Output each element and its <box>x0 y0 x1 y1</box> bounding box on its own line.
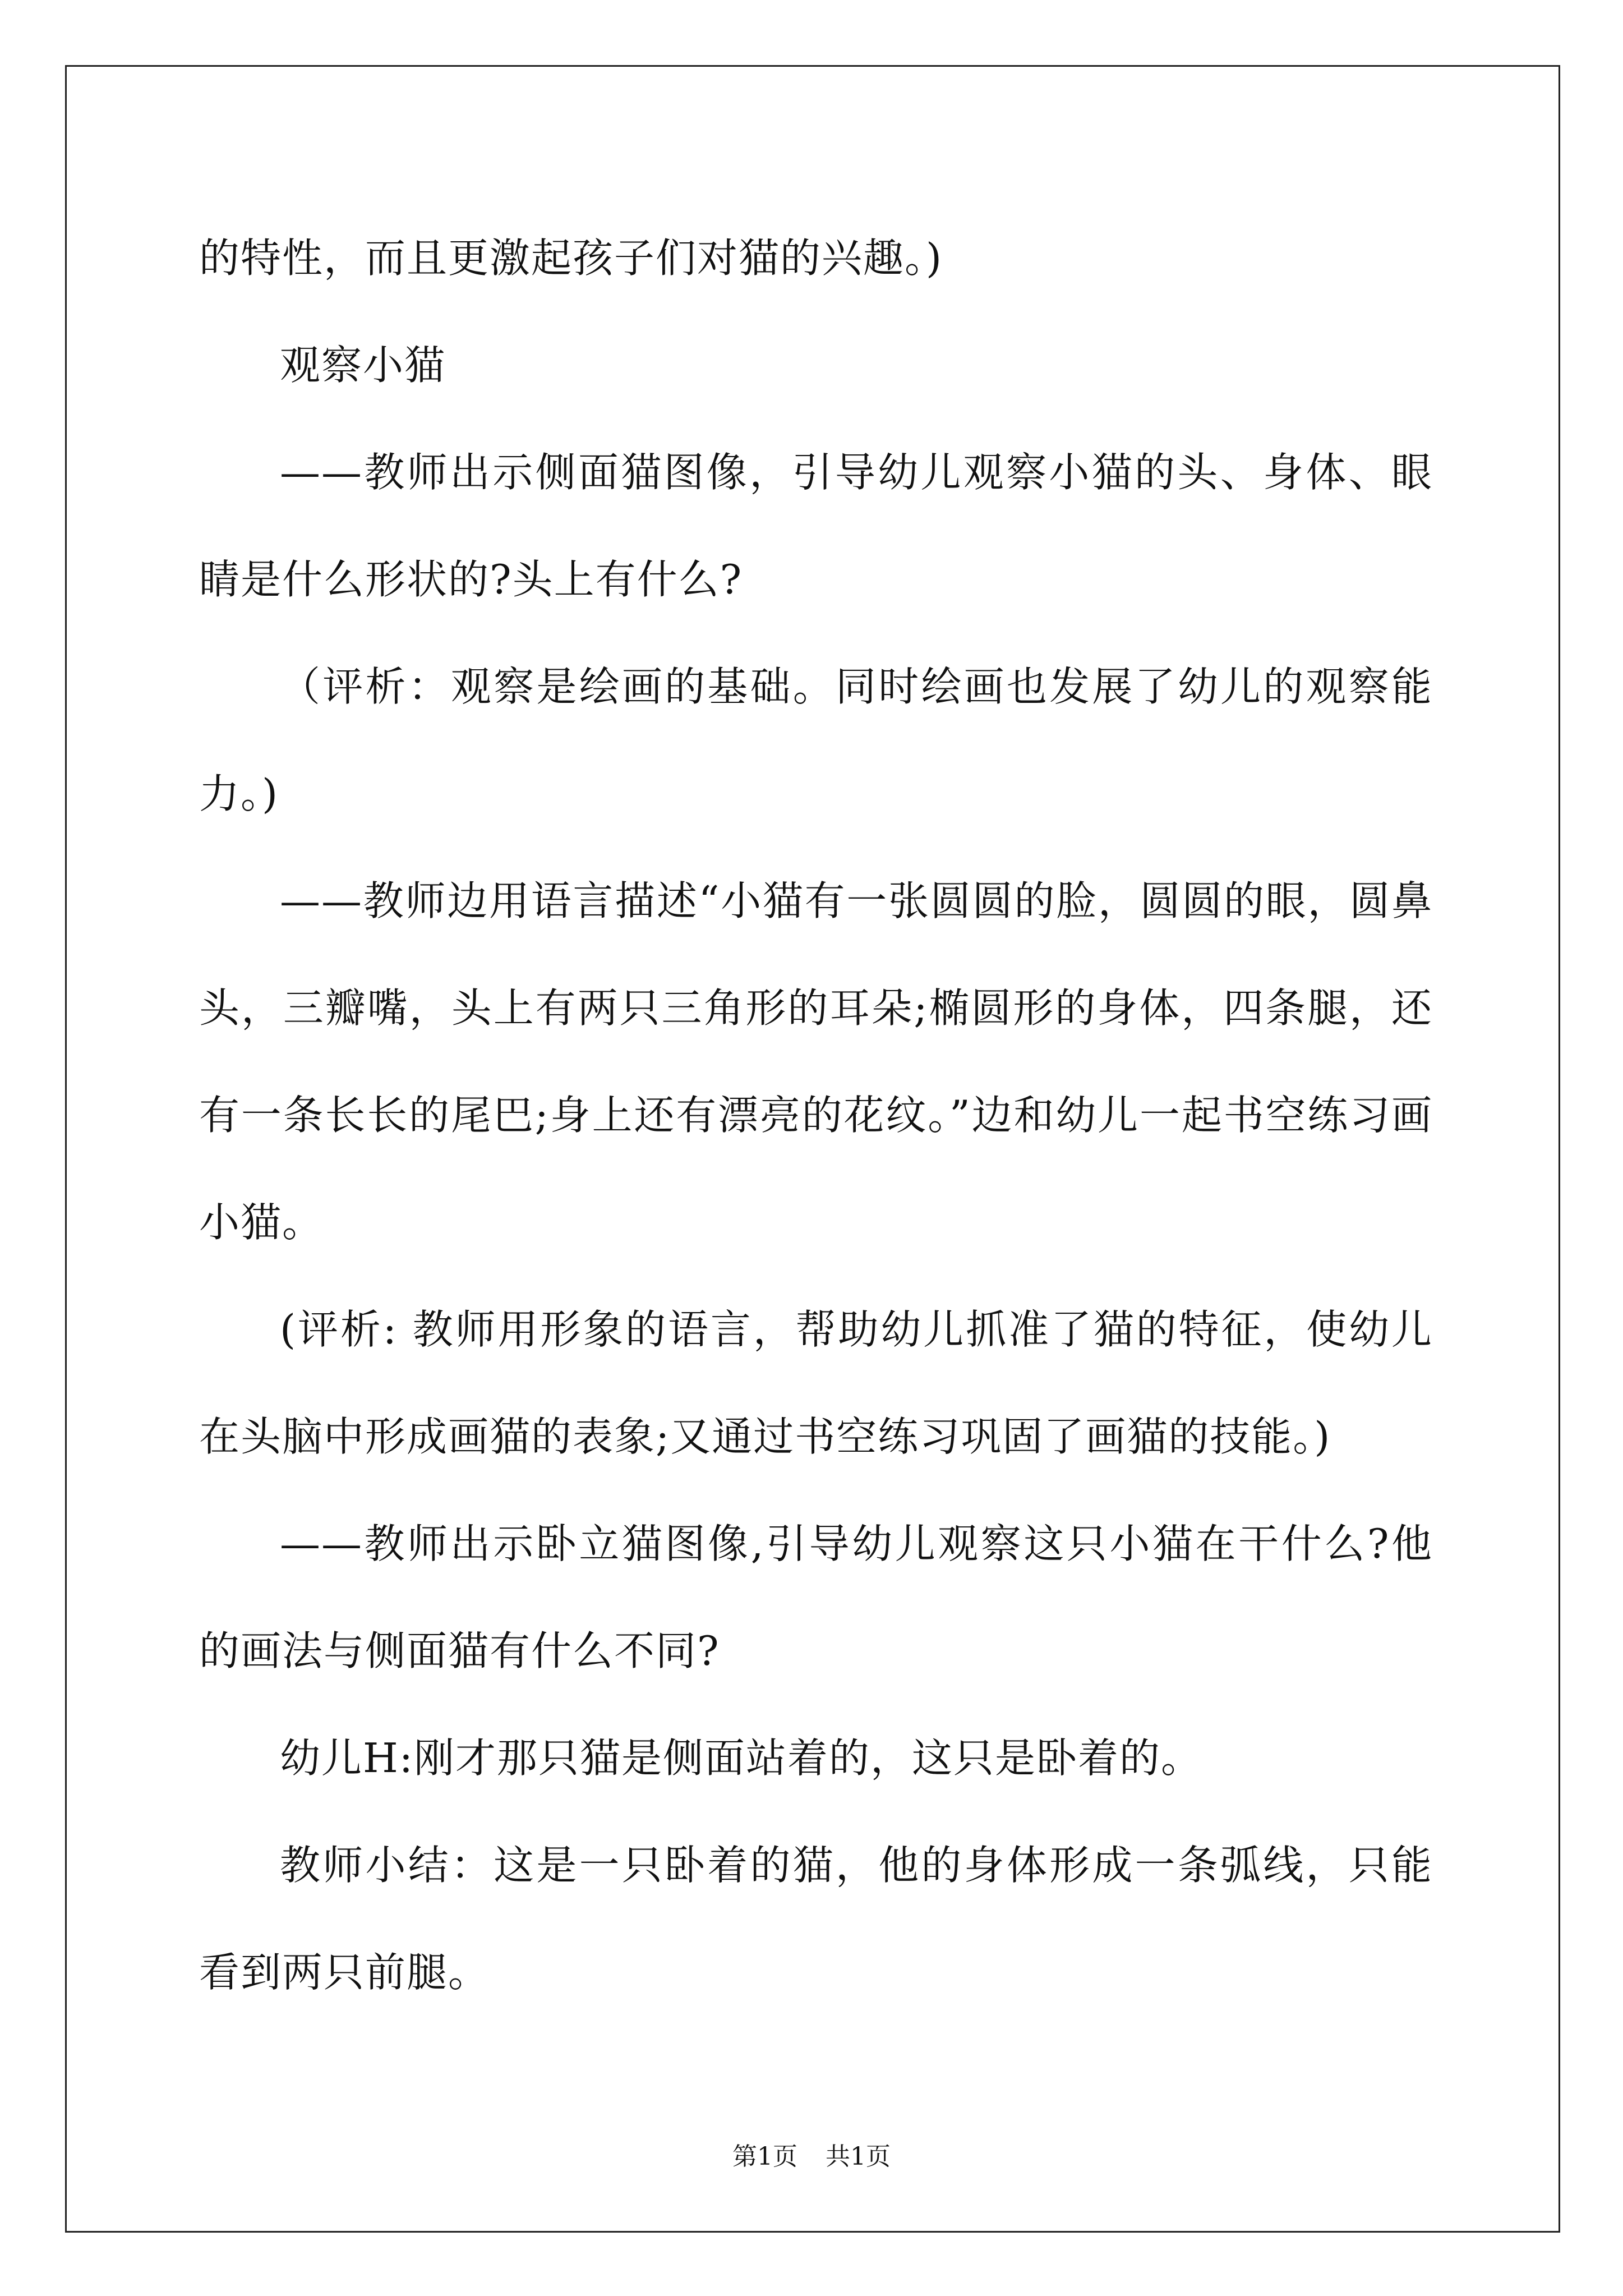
paragraph-3: ——教师出示侧面猫图像，引导幼儿观察小猫的头、身体、眼睛是什么形状的?头上有什么? <box>199 449 1433 603</box>
section-heading-observe-cat: 观察小猫 <box>280 342 446 389</box>
paragraph-5: ——教师边用语言描述“小猫有一张圆圆的脸，圆圆的眼，圆鼻头，三瓣嘴，头上有两只三角形的耳朵;椭圆形的身体，四条腿，还有一条长长的尾巴;身上还有漂亮的花纹。”边和幼儿一起书空练习画小猫。 <box>199 877 1433 1246</box>
paragraph-6: (评析: 教师用形象的语言，帮助幼儿抓准了猫的特征，使幼儿在头脑中形成画猫的表象;又通过书空练习巩固了画猫的技能。) <box>199 1306 1433 1460</box>
paragraph-4: （评析：观察是绘画的基础。同时绘画也发展了幼儿的观察能力。) <box>199 663 1433 817</box>
paragraph-7: ——教师出示卧立猫图像,引导幼儿观察这只小猫在干什么?他的画法与侧面猫有什么不同? <box>199 1520 1433 1674</box>
page-number-total: 共1页 <box>826 2142 891 2171</box>
paragraph-8: 幼儿H:刚才那只猫是侧面站着的，这只是卧着的。 <box>280 1734 1203 1782</box>
document-body <box>199 205 1433 2026</box>
paragraph-9: 教师小结：这是一只卧着的猫，他的身体形成一条弧线，只能看到两只前腿。 <box>199 1842 1433 1996</box>
paragraph-1: 的特性，而且更激起孩子们对猫的兴趣。) <box>199 234 943 282</box>
page-number-current: 第1页 <box>732 2142 797 2171</box>
page-footer <box>0 2140 1623 2174</box>
